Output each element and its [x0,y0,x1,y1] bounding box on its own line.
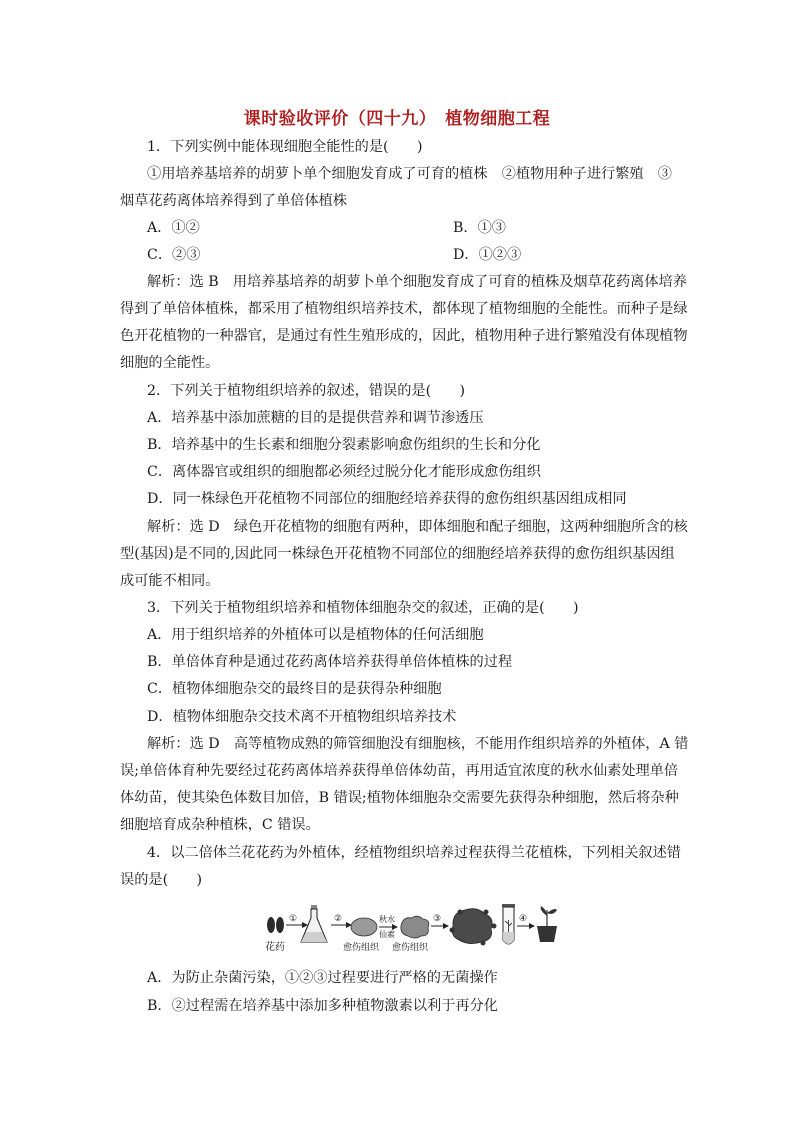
step-3-label: ③ [433,914,442,924]
q3-explanation: 解析：选 D 高等植物成熟的筛管细胞没有细胞核，不能用作组织培养的外植体，A 错 [147,736,689,752]
q1-option-a: A．①② [147,220,200,236]
q2-option-a: A．培养基中添加蔗糖的目的是提供营养和调节渗透压 [147,410,484,426]
q1-explanation: 解析：选 B 用培养基培养的胡萝卜单个细胞发育成了可育的植株及烟草花药离体培养 [147,274,687,290]
q3-explanation: 体幼苗，使其染色体数目加倍，B 错误;植物体细胞杂交需要先获得杂种细胞，然后将杂种 [120,790,679,806]
q1-option-c: C．②③ [147,247,201,263]
label-callus-2: 愈伤组织 [392,943,429,953]
q1-text-line: 烟草花药离体培养得到了单倍体植株 [120,193,348,209]
step-4-label: ④ [519,914,528,924]
q1-option-b: B．①③ [453,220,506,236]
label-colchicine-1: 秋水 [379,915,395,924]
label-anther: 花药 [265,942,285,953]
q4-stem: 误的是( ) [120,872,203,888]
step-1-label: ① [289,914,298,924]
potted-plant-icon [537,906,557,942]
q3-option-b: B．单倍体育种是通过花药离体培养获得单倍体植株的过程 [147,654,513,670]
test-tube-icon [502,904,515,944]
q2-option-d: D．同一株绿色开花植物不同部位的细胞经培养获得的愈伤组织基因组成相同 [147,491,627,507]
flask-icon [301,905,327,942]
q3-explanation: 误;单倍体育种先要经过花药离体培养获得单倍体幼苗，再用适宜浓度的秋水仙素处理单倍 [120,763,679,779]
q1-stem: 1．下列实例中能体现细胞全能性的是( ) [147,139,423,155]
q1-explanation: 细胞的全能性。 [120,355,220,371]
embryoid-cluster-icon [450,909,497,946]
q2-option-b: B．培养基中的生长素和细胞分裂素影响愈伤组织的生长和分化 [147,437,541,453]
q3-stem: 3．下列关于植物组织培养和植物体细胞杂交的叙述，正确的是( ) [147,600,579,616]
q2-stem: 2．下列关于植物组织培养的叙述，错误的是( ) [147,383,466,399]
q2-explanation: 型(基因)是不同的,因此同一株绿色开花植物不同部位的细胞经培养获得的愈伤组织基因组 [120,546,675,562]
q1-explanation: 色开花植物的一种器官，是通过有性生殖形成的，因此，植物用种子进行繁殖没有体现植物 [120,328,688,344]
q3-option-d: D．植物体细胞杂交技术离不开植物组织培养技术 [147,709,457,725]
q1-text-line: ①用培养基培养的胡萝卜单个细胞发育成了可育的植株 ②植物用种子进行繁殖 ③ [147,166,672,182]
q3-option-a: A．用于组织培养的外植体可以是植物体的任何活细胞 [147,627,484,643]
callus-icon [401,916,429,938]
q3-explanation: 细胞培育成杂种植株，C 错误。 [120,817,320,833]
q4-stem: 4．以二倍体兰花花药为外植体，经植物组织培养过程获得兰花植株，下列相关叙述错 [147,845,681,861]
label-callus-1: 愈伤组织 [343,943,380,953]
anther-icon [267,917,284,933]
q3-option-c: C．植物体细胞杂交的最终目的是获得杂种细胞 [147,681,442,697]
q2-explanation: 成可能不相同。 [120,573,220,589]
page-title: 课时验收评价（四十九） 植物细胞工程 [243,109,551,129]
callus-icon [351,918,377,936]
q2-option-c: C．离体器官或组织的细胞都必须经过脱分化才能形成愈伤组织 [147,464,541,480]
step-2-label: ② [334,914,343,924]
tissue-culture-figure [255,896,565,958]
q4-option-b: B．②过程需在培养基中添加多种植物激素以利于再分化 [147,998,498,1014]
label-colchicine-2: 仙素 [379,930,395,939]
q2-explanation: 解析：选 D 绿色开花植物的细胞有两种，即体细胞和配子细胞，这两种细胞所含的核 [147,519,688,535]
q1-option-d: D．①②③ [453,247,522,263]
q1-explanation: 得到了单倍体植株，都采用了植物组织培养技术，都体现了植物细胞的全能性。而种子是绿 [120,301,688,317]
q4-option-a: A．为防止杂菌污染，①②③过程要进行严格的无菌操作 [147,970,498,986]
